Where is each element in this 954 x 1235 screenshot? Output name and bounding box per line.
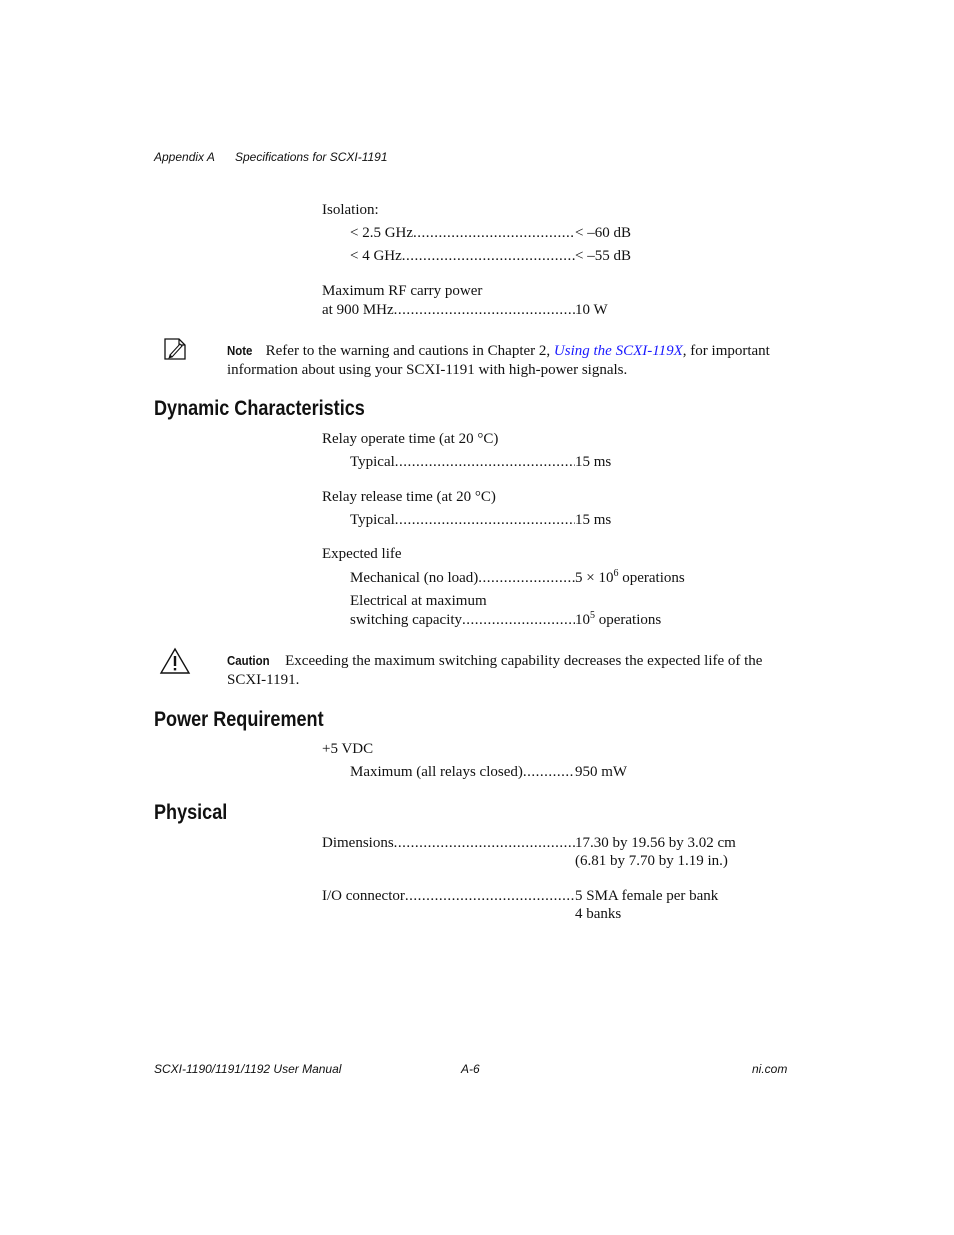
caution-text-line2: SCXI-1191. [227, 672, 300, 688]
leader-dots [405, 887, 575, 905]
leader-dots [402, 247, 575, 265]
rf-power-sublabel: at 900 MHz [322, 302, 394, 318]
io-connector-label: I/O connector [322, 888, 405, 904]
max-power-row [350, 763, 575, 781]
note-text: Refer to the warning and cautions in Chapter 2, [265, 343, 551, 359]
isolation-row-2-5ghz [350, 224, 575, 242]
leader-dots [394, 301, 575, 319]
mechanical-exponent: 6 [613, 568, 619, 579]
electrical-label: Electrical at maximum [350, 593, 487, 609]
note-text-after: , for important [682, 343, 770, 359]
expected-life-label: Expected life [322, 546, 402, 562]
caution-block [227, 651, 792, 690]
relay-release-label: Relay release time (at 20 °C) [322, 489, 496, 505]
relay-operate-typical-row [350, 453, 575, 471]
relay-operate-typical-value: 15 ms [575, 454, 612, 470]
rf-power-row [322, 301, 575, 319]
relay-release-typical-value: 15 ms [575, 512, 612, 528]
dimensions-value-metric: 17.30 by 19.56 by 3.02 cm [575, 835, 736, 851]
mechanical-value [575, 569, 685, 587]
section-heading-physical: Physical [154, 801, 228, 824]
mechanical-label: Mechanical (no load) [350, 570, 479, 586]
isolation-row-label: < 2.5 GHz [350, 225, 414, 241]
note-text-line2: information about using your SCXI-1191 with high-power signals. [227, 362, 628, 378]
io-connector-banks: 4 banks [575, 906, 622, 922]
caution-icon [159, 647, 191, 680]
leader-dots [395, 453, 575, 471]
note-icon [162, 336, 188, 367]
electrical-row [350, 611, 575, 629]
io-connector-row [322, 887, 575, 905]
footer-page-number: A-6 [461, 1062, 480, 1076]
caution-text: Exceeding the maximum switching capability decreases the expected life of the [285, 653, 763, 669]
note-block [227, 341, 792, 380]
caution-keyword: Caution [227, 653, 270, 668]
mechanical-row [350, 569, 575, 587]
leader-dots [395, 511, 575, 529]
typical-label: Typical [350, 512, 395, 528]
electrical-unit: operations [595, 612, 662, 628]
dimensions-value-imperial: (6.81 by 7.70 by 1.19 in.) [575, 853, 728, 869]
electrical-value [575, 611, 661, 629]
section-heading-power: Power Requirement [154, 708, 324, 731]
isolation-row-label: < 4 GHz [350, 248, 402, 264]
dimensions-label: Dimensions [322, 835, 394, 851]
relay-release-typical-row [350, 511, 575, 529]
io-connector-value: 5 SMA female per bank [575, 888, 719, 904]
chapter-link[interactable]: Using the SCXI-119X [553, 343, 683, 359]
dimensions-row [322, 834, 575, 852]
typical-label: Typical [350, 454, 395, 470]
footer-manual-title: SCXI-1190/1191/1192 User Manual [154, 1062, 342, 1076]
leader-dots [478, 569, 575, 587]
rf-power-value: 10 W [575, 302, 608, 318]
note-keyword: Note [227, 343, 253, 358]
running-header-appendix: Appendix A [154, 150, 215, 164]
running-header-title: Specifications for SCXI-1191 [235, 150, 388, 164]
isolation-row-4ghz [350, 247, 575, 265]
mechanical-base: 5 × 10 [575, 570, 614, 586]
supply-label: +5 VDC [322, 741, 374, 757]
leader-dots [394, 834, 575, 852]
section-heading-dynamic: Dynamic Characteristics [154, 397, 365, 420]
leader-dots [462, 611, 575, 629]
electrical-base: 10 [575, 612, 590, 628]
mechanical-unit: operations [618, 570, 685, 586]
footer-website[interactable]: ni.com [752, 1062, 788, 1076]
isolation-label: Isolation: [322, 202, 379, 218]
relay-operate-label: Relay operate time (at 20 °C) [322, 431, 499, 447]
isolation-row-value: < –60 dB [575, 225, 631, 241]
electrical-sublabel: switching capacity [350, 612, 463, 628]
electrical-exponent: 5 [590, 610, 595, 621]
leader-dots [523, 763, 575, 781]
isolation-row-value: < –55 dB [575, 248, 631, 264]
max-power-label: Maximum (all relays closed) [350, 764, 523, 780]
leader-dots [413, 224, 575, 242]
max-power-value: 950 mW [575, 764, 628, 780]
rf-power-label: Maximum RF carry power [322, 283, 483, 299]
